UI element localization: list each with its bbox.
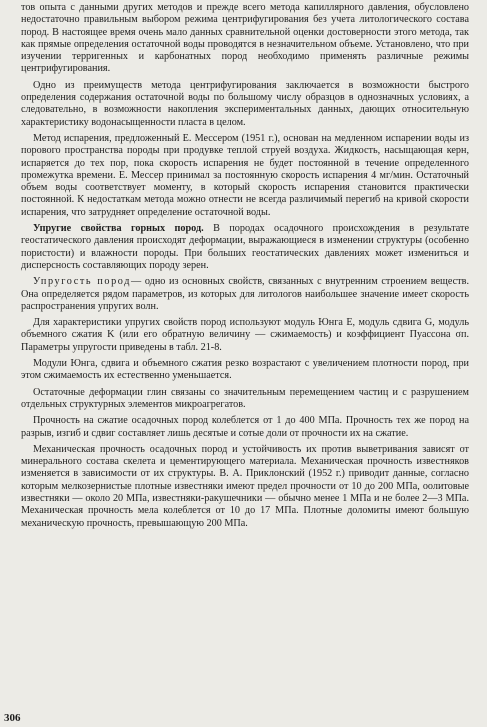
term-elasticity: Упругость пород [33, 276, 131, 288]
paragraph-elasticity-definition [21, 276, 469, 313]
paragraph-elastic-properties-text: В породах осадочного происхождения в результате геостатического давления происходят деформации, выражающиеся в изменении структуры (особенно пористости) и влажности породы. При больших геостатических давлениях может измениться и дисперсность составляющих породу зерен. [21, 223, 469, 271]
paragraph-elastic-properties [21, 223, 469, 272]
paragraph-elasticity-definition-text: — одно из основных свойств, связанных с внутренним строением веществ. Она определяется рядом параметров, из которых для литологов наибольшее значение имеет скорость распространения упругих волн. [21, 276, 469, 312]
paragraph-moduli-density: Модули Юнга, сдвига и объемного сжатия резко возрастают с увеличением плотности пород, при этом сжимаемость их естественно уменьшается. [21, 358, 469, 382]
page-number: 306 [4, 712, 21, 724]
paragraph-clay-deformation: Остаточные деформации глин связаны со значительным перемещением частиц и с разрушением отдельных структурных элементов микроагрегатов. [21, 386, 469, 410]
section-heading-elastic-properties: Упругие свойства горных пород. [33, 223, 204, 235]
paragraph-elastic-moduli: Для характеристики упругих свойств пород используют модуль Юнга E, модуль сдвига G, модуль объемного сжатия K (или его обратную величину — сжимаемость) и коэффициент Пуассона σп. Параметры упругости приведены в табл. 21-8. [21, 317, 469, 353]
paragraph-mechanical-strength: Механическая прочность осадочных пород и устойчивость их против выветривания зависят от минерального состава скелета и цементирующего материала. Механическая прочность известняков изменяется в зависимости от их структуры. В. А. Приклонский (1952 г.) приводит данные, согласно которым мелкозернистые плотные известняки имеют предел прочности от 10 до 200 МПа, оолитовые известняки — около 20 МПа, известняки-ракушечники — обычно менее 1 МПа и не более 2—3 МПа. Механическая прочность мела колеблется от 10 до 17 МПа. Плотные доломиты имеют большую механическую прочность, превышающую 200 МПа. [21, 443, 469, 529]
paragraph-centrifuge-continued: тов опыта с данными других методов и прежде всего метода капиллярного давления, обусловлено недостаточно правильным выбором режима центрифугирования без учета литологического состава пород. В настоящее время очень мало данных сравнительной оценки достоверности этого метода, так как прямые определения остаточной воды проводятся в незначительном объеме. Установлено, что при изучении терригенных и карбонатных пород необходимо применять различные режимы центрифугирования. [21, 2, 469, 75]
paragraph-centrifuge-advantages: Одно из преимуществ метода центрифугирования заключается в возможности быстрого определения содержания остаточной воды по большому числу образцов в однозначных условиях, а следовательно, в возможности накопления экспериментальных данных, дающих относительную характеристику водонасыщенности пласта в целом. [21, 79, 469, 128]
paragraph-compressive-strength: Прочность на сжатие осадочных пород колеблется от 1 до 400 МПа. Прочность тех же пород на разрыв, изгиб и сдвиг составляет лишь десятые и сотые доли от прочности их на сжатие. [21, 415, 469, 439]
paragraph-evaporation-method: Метод испарения, предложенный Е. Мессером (1951 г.), основан на медленном испарении воды из порового пространства породы при продувке теплой струей воздуха. Жидкость, насыщающая керн, испаряется до тех пор, пока скорость испарения не будет постоянной в течение определенного промежутка времени. Е. Мессер принимал за постоянную скорость испарения 4 мг/мин. Остаточный объем воды соответствует моменту, в который скорость испарения становится практически постоянной. К недостаткам метода можно отнести не всегда различимый перегиб на кривой скорости испарения, что затрудняет определение остаточной воды. [21, 132, 469, 218]
